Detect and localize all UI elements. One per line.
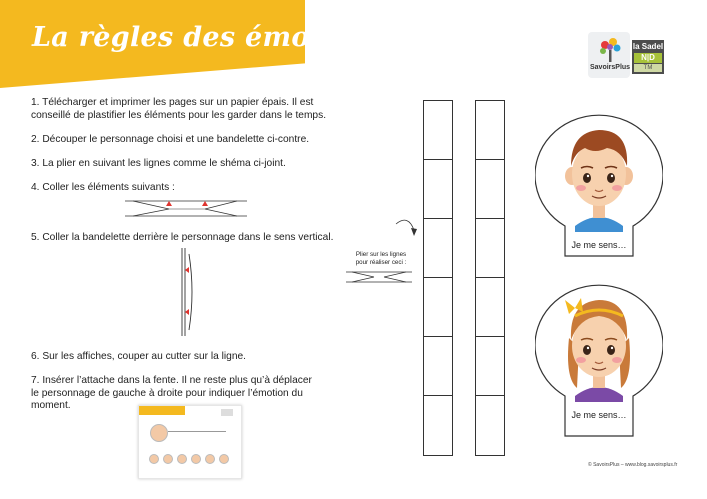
- fold-line: [476, 218, 504, 219]
- step-4: [31, 182, 361, 195]
- step-7-line-1: 7. Insérer l’attache dans la fente. Il ne reste plus qu’à déplacer: [31, 375, 312, 386]
- tree-icon: [596, 36, 624, 64]
- fold-line: [476, 159, 504, 160]
- step-2-line-1: 2. Découper le personnage choisi et une bandelette ci-contre.: [31, 134, 310, 145]
- step-7-line-2: le personnage de gauche à droite pour indiquer l’émotion du: [31, 387, 303, 399]
- thumb-emotion: [191, 454, 201, 464]
- sadel-logo: [632, 40, 664, 74]
- poster-preview-thumbnail: [138, 405, 242, 479]
- fold-instruction-line-1: Plier sur les lignes: [355, 251, 407, 258]
- thumb-emotion: [163, 454, 173, 464]
- boy-face-illustration: [535, 108, 663, 258]
- fold-line: [424, 395, 452, 396]
- page-title: La règles des émotions: [32, 22, 387, 53]
- thumb-slot-line: [168, 431, 226, 432]
- cut-strip-left: [423, 100, 453, 456]
- step-3: [31, 158, 361, 171]
- puzzle-logo: [588, 32, 630, 78]
- fold-line: [476, 336, 504, 337]
- fold-line: [424, 159, 452, 160]
- fold-line: [476, 277, 504, 278]
- brand-logo: [588, 32, 662, 78]
- strip-attach-diagram: [176, 246, 206, 338]
- step-5-line-1: 5. Coller la bandelette derrière le personnage dans le sens vertical.: [31, 232, 334, 243]
- boy-character-card: [535, 108, 663, 258]
- fold-diagram: [342, 210, 422, 286]
- step-5: [31, 232, 361, 245]
- step-1: [31, 97, 361, 122]
- fold-line: [424, 277, 452, 278]
- logo-brand-name: SavoirsPlus: [590, 64, 631, 71]
- step-6: [31, 351, 361, 364]
- step-1-line-2: conseillé de plastifier les éléments pour les garder dans le temps.: [31, 109, 327, 121]
- fold-instruction: [352, 251, 410, 266]
- thumb-banner: [139, 406, 185, 415]
- thumb-emotion: [149, 454, 159, 464]
- fold-instruction-line-2: pour réaliser ceci :: [355, 258, 407, 266]
- sadel-tag: TM: [634, 64, 662, 72]
- elements-diagram: [123, 196, 249, 220]
- sadel-nd: N|D: [634, 53, 662, 63]
- card-label: Je me sens…: [571, 240, 627, 250]
- cut-strip-right: [475, 100, 505, 456]
- girl-character-card: [535, 278, 663, 438]
- thumb-emotion: [205, 454, 215, 464]
- thumb-logo: [221, 409, 233, 416]
- fold-line: [424, 218, 452, 219]
- copyright-credit: © SavoirsPlus – www.blog.savoirsplus.fr: [588, 462, 678, 468]
- card-label: Je me sens…: [571, 410, 627, 420]
- step-4-line-1: 4. Coller les éléments suivants :: [31, 182, 175, 193]
- thumb-emotion: [177, 454, 187, 464]
- thumb-character: [150, 424, 168, 442]
- step-2: [31, 134, 361, 147]
- step-7-line-3: moment.: [31, 400, 71, 411]
- thumb-emotion: [219, 454, 229, 464]
- fold-line: [476, 395, 504, 396]
- step-3-line-1: 3. La plier en suivant les lignes comme le shéma ci-joint.: [31, 158, 286, 169]
- step-1-line-1: 1. Télécharger et imprimer les pages sur un papier épais. Il est: [31, 97, 314, 108]
- sadel-text: la Sadel: [632, 42, 664, 51]
- step-6-line-1: 6. Sur les affiches, couper au cutter sur la ligne.: [31, 351, 246, 362]
- fold-line: [424, 336, 452, 337]
